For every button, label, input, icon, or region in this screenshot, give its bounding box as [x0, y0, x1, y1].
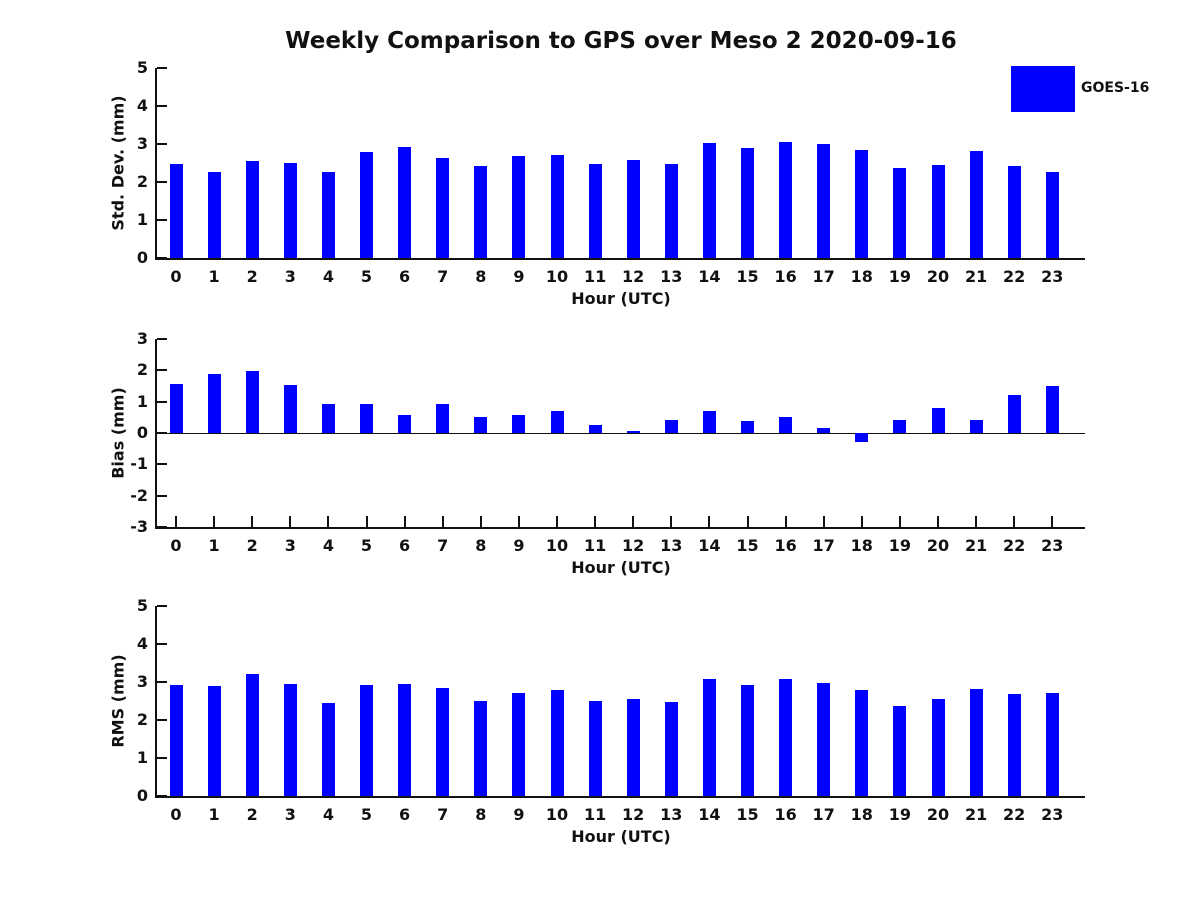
x-tick-label-chart1: 16	[774, 536, 797, 555]
y-tick-chart2	[157, 681, 167, 683]
bar-chart0-hour-17	[817, 144, 830, 258]
x-tick-label-chart2: 17	[812, 805, 835, 824]
y-tick-label-chart1: 2	[136, 360, 148, 380]
x-tick-label-chart0: 18	[850, 267, 873, 286]
bar-chart2-hour-13	[665, 702, 678, 796]
x-axis-label-chart2: Hour (UTC)	[571, 827, 671, 846]
bar-chart0-hour-12	[627, 160, 640, 258]
x-tick-label-chart0: 0	[170, 267, 182, 286]
legend-label-goes16: GOES-16	[1081, 80, 1150, 96]
x-tick-label-chart2: 4	[322, 805, 334, 824]
x-tick-label-chart1: 14	[698, 536, 721, 555]
bar-chart1-hour-17	[817, 428, 830, 433]
bar-chart0-hour-5	[360, 152, 373, 258]
x-tick-label-chart2: 6	[399, 805, 411, 824]
bar-chart1-hour-15	[741, 421, 754, 433]
bar-chart2-hour-2	[246, 674, 259, 796]
x-tick-label-chart1: 19	[888, 536, 912, 555]
x-tick-label-chart1: 5	[360, 536, 373, 555]
x-tick-label-chart1: 3	[284, 536, 296, 555]
bar-chart1-hour-19	[893, 420, 906, 433]
y-tick-label-chart0: 5	[136, 58, 148, 77]
x-tick-chart1	[175, 516, 177, 527]
x-tick-label-chart2: 9	[513, 805, 525, 824]
bar-chart0-hour-14	[703, 143, 716, 258]
bar-chart1-hour-23	[1046, 386, 1059, 433]
y-tick-chart0	[157, 67, 167, 69]
x-tick-label-chart0: 3	[284, 267, 296, 286]
bar-chart1-hour-3	[284, 385, 297, 433]
bar-chart0-hour-23	[1046, 172, 1059, 258]
x-tick-label-chart0: 6	[399, 267, 411, 286]
x-tick-label-chart2: 14	[698, 805, 721, 824]
y-tick-label-chart2: 2	[136, 710, 148, 729]
bar-chart0-hour-10	[551, 155, 564, 258]
y-tick-chart1	[157, 338, 167, 340]
x-tick-label-chart0: 10	[545, 267, 569, 286]
x-tick-label-chart0: 20	[926, 267, 950, 286]
x-tick-label-chart2: 7	[437, 805, 449, 824]
y-tick-label-chart1: -2	[130, 485, 148, 505]
bar-chart0-hour-0	[170, 164, 183, 258]
x-tick-label-chart0: 12	[622, 267, 645, 286]
x-tick-label-chart0: 11	[583, 267, 607, 286]
bar-chart0-hour-6	[398, 147, 411, 258]
bar-chart2-hour-20	[932, 699, 945, 796]
y-tick-chart1	[157, 526, 167, 528]
x-tick-chart1	[594, 516, 596, 527]
x-tick-label-chart0: 23	[1041, 267, 1064, 286]
x-tick-label-chart1: 23	[1041, 536, 1064, 555]
y-axis-spine-chart0	[155, 68, 157, 260]
y-tick-chart2	[157, 605, 167, 607]
x-tick-label-chart1: 7	[437, 536, 449, 555]
x-tick-label-chart1: 1	[208, 536, 220, 555]
bar-chart1-hour-2	[246, 371, 259, 433]
bar-chart0-hour-8	[474, 166, 487, 258]
x-tick-chart1	[937, 516, 939, 527]
x-tick-label-chart0: 4	[322, 267, 334, 286]
bar-chart1-hour-21	[970, 420, 983, 433]
y-tick-label-chart1: -1	[130, 454, 148, 474]
y-tick-label-chart0: 0	[136, 248, 148, 267]
x-tick-chart1	[480, 516, 482, 527]
x-tick-label-chart2: 1	[208, 805, 220, 824]
y-tick-label-chart2: 1	[136, 748, 148, 767]
bar-chart1-hour-13	[665, 420, 678, 433]
x-tick-label-chart1: 6	[399, 536, 411, 555]
x-tick-label-chart2: 20	[926, 805, 950, 824]
x-tick-label-chart0: 2	[246, 267, 258, 286]
bar-chart2-hour-15	[741, 685, 754, 796]
x-tick-label-chart1: 17	[812, 536, 835, 555]
x-tick-label-chart2: 3	[284, 805, 296, 824]
x-tick-label-chart0: 7	[437, 267, 449, 286]
x-tick-chart1	[861, 516, 863, 527]
bar-chart2-hour-11	[589, 701, 602, 796]
x-axis-spine-chart1	[155, 527, 1085, 529]
x-tick-label-chart2: 2	[246, 805, 258, 824]
y-tick-chart1	[157, 369, 167, 371]
bar-chart0-hour-22	[1008, 166, 1021, 258]
bar-chart1-hour-4	[322, 404, 335, 433]
y-axis-label-chart2: RMS (mm)	[108, 654, 128, 748]
x-tick-label-chart2: 12	[622, 805, 645, 824]
x-tick-label-chart2: 15	[736, 805, 759, 824]
x-axis-label-chart0: Hour (UTC)	[571, 289, 671, 308]
bar-chart0-hour-15	[741, 148, 754, 258]
x-tick-label-chart0: 1	[208, 267, 220, 286]
bar-chart1-hour-22	[1008, 395, 1021, 433]
x-tick-label-chart2: 23	[1041, 805, 1064, 824]
bar-chart1-hour-14	[703, 411, 716, 433]
bar-chart2-hour-10	[551, 690, 564, 796]
x-tick-label-chart1: 4	[322, 536, 334, 555]
bar-chart2-hour-21	[970, 689, 983, 796]
x-tick-label-chart0: 13	[660, 267, 683, 286]
x-tick-label-chart2: 11	[583, 805, 607, 824]
x-tick-label-chart0: 15	[736, 267, 759, 286]
y-tick-label-chart2: 5	[136, 596, 148, 615]
y-tick-chart2	[157, 757, 167, 759]
bar-chart0-hour-11	[589, 164, 602, 258]
bar-chart2-hour-9	[512, 693, 525, 796]
x-tick-label-chart1: 18	[850, 536, 873, 555]
bar-chart0-hour-21	[970, 151, 983, 258]
bar-chart0-hour-4	[322, 172, 335, 258]
x-tick-label-chart1: 0	[170, 536, 182, 555]
y-axis-label-chart1: Bias (mm)	[108, 387, 128, 479]
x-tick-chart1	[518, 516, 520, 527]
y-tick-chart0	[157, 219, 167, 221]
bar-chart0-hour-1	[208, 172, 221, 258]
x-tick-chart1	[289, 516, 291, 527]
bar-chart1-hour-0	[170, 384, 183, 433]
x-tick-label-chart1: 8	[475, 536, 487, 555]
y-tick-chart1	[157, 495, 167, 497]
x-tick-label-chart1: 9	[513, 536, 525, 555]
bar-chart1-hour-11	[589, 425, 602, 433]
x-tick-chart1	[404, 516, 406, 527]
bar-chart1-hour-9	[512, 415, 525, 433]
x-tick-chart1	[1013, 516, 1015, 527]
y-tick-label-chart1: 0	[136, 423, 148, 442]
x-tick-label-chart2: 10	[545, 805, 569, 824]
y-tick-chart2	[157, 795, 167, 797]
bar-chart1-hour-16	[779, 417, 792, 433]
bar-chart0-hour-3	[284, 163, 297, 258]
x-tick-chart1	[899, 516, 901, 527]
y-tick-chart2	[157, 643, 167, 645]
x-tick-label-chart2: 16	[774, 805, 797, 824]
x-tick-label-chart1: 22	[1003, 536, 1026, 555]
x-tick-chart1	[747, 516, 749, 527]
x-tick-chart1	[213, 516, 215, 527]
x-tick-label-chart0: 22	[1003, 267, 1026, 286]
x-tick-label-chart2: 19	[888, 805, 912, 824]
chart-title: Weekly Comparison to GPS over Meso 2 2020-09-16	[285, 28, 957, 54]
y-tick-label-chart1: -3	[130, 517, 148, 536]
y-tick-chart0	[157, 105, 167, 107]
x-tick-chart1	[975, 516, 977, 527]
y-tick-label-chart0: 1	[136, 210, 148, 229]
x-tick-chart1	[442, 516, 444, 527]
x-tick-chart1	[366, 516, 368, 527]
bar-chart2-hour-8	[474, 701, 487, 796]
bar-chart2-hour-1	[208, 686, 221, 796]
y-tick-chart1	[157, 463, 167, 465]
bar-chart2-hour-14	[703, 679, 716, 796]
y-axis-spine-chart1	[155, 339, 157, 529]
legend-swatch-goes16	[1011, 66, 1075, 112]
y-tick-label-chart1: 3	[136, 329, 148, 348]
y-tick-chart1	[157, 401, 167, 403]
bar-chart0-hour-20	[932, 165, 945, 258]
bar-chart0-hour-13	[665, 164, 678, 258]
bar-chart1-hour-8	[474, 417, 487, 433]
bar-chart0-hour-18	[855, 150, 868, 258]
bar-chart1-hour-6	[398, 415, 411, 433]
y-tick-label-chart1: 1	[136, 391, 148, 411]
x-axis-spine-chart0	[155, 258, 1085, 260]
bar-chart2-hour-6	[398, 684, 411, 796]
x-tick-chart1	[632, 516, 634, 527]
bar-chart2-hour-16	[779, 679, 792, 796]
x-tick-label-chart0: 16	[774, 267, 797, 286]
x-tick-chart1	[823, 516, 825, 527]
x-tick-label-chart1: 12	[622, 536, 645, 555]
x-tick-label-chart2: 18	[850, 805, 873, 824]
x-tick-label-chart2: 21	[964, 805, 988, 824]
y-tick-label-chart0: 2	[136, 172, 148, 191]
bar-chart1-hour-12	[627, 431, 640, 433]
x-tick-label-chart0: 14	[698, 267, 721, 286]
x-tick-label-chart0: 9	[513, 267, 525, 286]
y-tick-chart2	[157, 719, 167, 721]
bar-chart2-hour-4	[322, 703, 335, 796]
bar-chart1-hour-20	[932, 408, 945, 433]
x-tick-label-chart1: 13	[660, 536, 683, 555]
x-tick-chart1	[708, 516, 710, 527]
y-tick-label-chart0: 3	[136, 134, 148, 153]
x-tick-label-chart2: 0	[170, 805, 182, 824]
y-tick-label-chart0: 4	[136, 96, 148, 115]
x-tick-label-chart1: 10	[545, 536, 569, 555]
bar-chart1-hour-1	[208, 374, 221, 433]
x-tick-label-chart0: 19	[888, 267, 912, 286]
x-axis-label-chart1: Hour (UTC)	[571, 558, 671, 577]
bar-chart1-hour-5	[360, 404, 373, 433]
x-tick-label-chart1: 21	[964, 536, 988, 555]
bar-chart0-hour-16	[779, 142, 792, 258]
bar-chart1-hour-7	[436, 404, 449, 433]
y-axis-spine-chart2	[155, 606, 157, 798]
y-tick-label-chart2: 3	[136, 672, 148, 691]
x-tick-label-chart0: 5	[360, 267, 373, 286]
x-tick-label-chart1: 2	[246, 536, 258, 555]
bar-chart2-hour-18	[855, 690, 868, 796]
bar-chart0-hour-2	[246, 161, 259, 258]
bar-chart2-hour-19	[893, 706, 906, 796]
x-tick-chart1	[785, 516, 787, 527]
x-tick-chart1	[1051, 516, 1053, 527]
x-tick-chart1	[556, 516, 558, 527]
x-tick-label-chart1: 11	[583, 536, 607, 555]
bar-chart1-hour-18	[855, 433, 868, 442]
x-tick-label-chart0: 21	[964, 267, 988, 286]
y-tick-label-chart2: 0	[136, 786, 148, 805]
x-tick-label-chart1: 15	[736, 536, 759, 555]
bar-chart0-hour-9	[512, 156, 525, 258]
x-tick-chart1	[327, 516, 329, 527]
bar-chart2-hour-17	[817, 683, 830, 796]
x-tick-label-chart2: 8	[475, 805, 487, 824]
bar-chart2-hour-22	[1008, 694, 1021, 796]
x-tick-chart1	[670, 516, 672, 527]
y-tick-chart0	[157, 143, 167, 145]
y-tick-label-chart2: 4	[136, 634, 148, 653]
x-tick-label-chart2: 13	[660, 805, 683, 824]
y-tick-chart0	[157, 181, 167, 183]
bar-chart2-hour-5	[360, 685, 373, 796]
bar-chart0-hour-7	[436, 158, 449, 258]
x-tick-label-chart2: 5	[360, 805, 373, 824]
x-tick-label-chart0: 8	[475, 267, 487, 286]
x-tick-label-chart0: 17	[812, 267, 835, 286]
bar-chart2-hour-23	[1046, 693, 1059, 796]
bar-chart2-hour-0	[170, 685, 183, 796]
bar-chart2-hour-12	[627, 699, 640, 796]
y-tick-chart0	[157, 257, 167, 259]
x-tick-chart1	[251, 516, 253, 527]
x-tick-label-chart2: 22	[1003, 805, 1026, 824]
bar-chart2-hour-7	[436, 688, 449, 796]
bar-chart2-hour-3	[284, 684, 297, 796]
bar-chart0-hour-19	[893, 168, 906, 258]
x-axis-spine-chart2	[155, 796, 1085, 798]
x-tick-label-chart1: 20	[926, 536, 950, 555]
y-axis-label-chart0: Std. Dev. (mm)	[108, 95, 128, 231]
bar-chart1-hour-10	[551, 411, 564, 433]
